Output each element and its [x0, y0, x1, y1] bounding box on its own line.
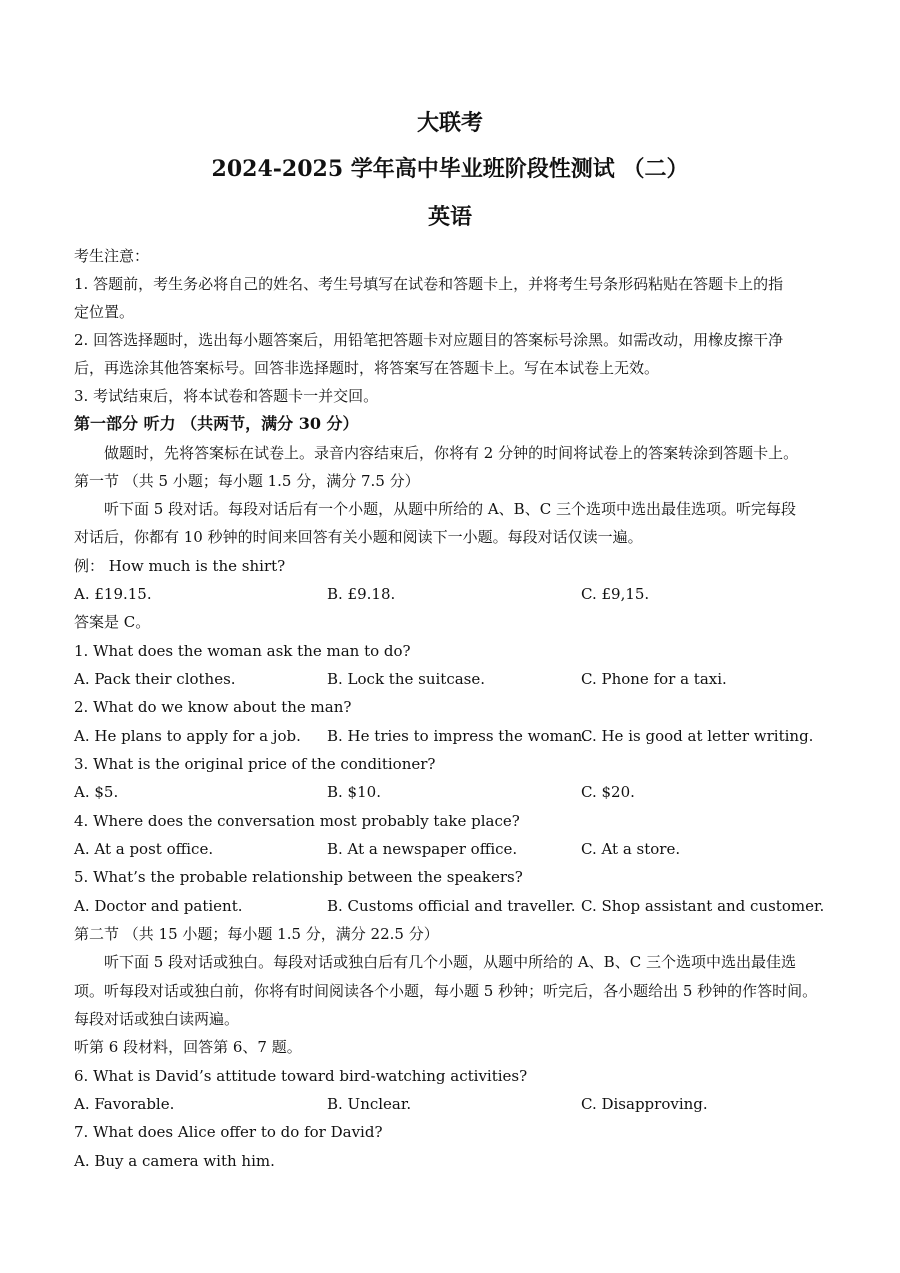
- option-a: A. $5.: [74, 783, 119, 801]
- option-a: A. Pack their clothes.: [74, 670, 236, 688]
- option-a: A. At a post office.: [74, 840, 214, 858]
- part1-heading: 第一部分 听力 （共两节，满分 30 分）: [74, 414, 359, 433]
- question-5: 5. What’s the probable relationship between the speakers?: [74, 868, 523, 886]
- notice-item-2-cont: 后，再选涂其他答案标号。回答非选择题时，将答案写在答题卡上。写在本试卷上无效。: [74, 359, 660, 377]
- section2-instructions-cont2: 每段对话或独白读两遍。: [74, 1010, 240, 1028]
- option-a: A. Favorable.: [74, 1095, 175, 1113]
- option-b: B. He tries to impress the woman.: [327, 727, 588, 745]
- notice-item-1: 1. 答题前，考生务必将自己的姓名、考生号填写在试卷和答题卡上，并将考生号条形码粘贴在答题卡上的指: [74, 275, 784, 293]
- part1-intro: 做题时，先将答案标在试卷上。录音内容结束后，你将有 2 分钟的时间将试卷上的答案转涂到答题卡上。: [104, 444, 799, 462]
- section1-instructions-cont: 对话后，你都有 10 秒钟的时间来回答有关小题和阅读下一小题。每段对话仅读一遍。: [74, 528, 643, 546]
- question-2: 2. What do we know about the man?: [74, 698, 352, 716]
- example-option-a: A. £19.15.: [74, 585, 152, 603]
- option-c: C. He is good at letter writing.: [581, 727, 814, 745]
- option-b: B. Unclear.: [327, 1095, 412, 1113]
- option-a: A. Buy a camera with him.: [74, 1152, 275, 1170]
- option-c: C. $20.: [581, 783, 635, 801]
- notice-item-1-cont: 定位置。: [74, 303, 135, 321]
- material-6-label: 听第 6 段材料，回答第 6、7 题。: [74, 1038, 302, 1056]
- option-a: A. Doctor and patient.: [74, 897, 243, 915]
- subject-title: 英语: [427, 204, 472, 230]
- example-question: 例： How much is the shirt?: [74, 557, 286, 575]
- notice-item-3: 3. 考试结束后，将本试卷和答题卡一并交回。: [74, 387, 379, 405]
- question-7: 7. What does Alice offer to do for David?: [74, 1123, 383, 1141]
- question-3: 3. What is the original price of the conditioner?: [74, 755, 436, 773]
- exam-org: 大联考: [416, 110, 483, 136]
- question-6: 6. What is David’s attitude toward bird-watching activities?: [74, 1067, 528, 1085]
- example-option-b: B. £9.18.: [327, 585, 396, 603]
- option-b: B. $10.: [327, 783, 381, 801]
- exam-title: 2024-2025 学年高中毕业班阶段性测试 （二）: [211, 156, 689, 182]
- notice-title: 考生注意：: [74, 247, 150, 265]
- section2-heading: 第二节 （共 15 小题；每小题 1.5 分，满分 22.5 分）: [74, 925, 439, 943]
- example-answer: 答案是 C。: [74, 613, 151, 631]
- option-a: A. He plans to apply for a job.: [74, 727, 301, 745]
- section1-heading: 第一节 （共 5 小题；每小题 1.5 分，满分 7.5 分）: [74, 472, 420, 490]
- question-1: 1. What does the woman ask the man to do?: [74, 642, 411, 660]
- section1-instructions: 听下面 5 段对话。每段对话后有一个小题，从题中所给的 A、B、C 三个选项中选出最佳选项。听完每段: [104, 500, 796, 518]
- section2-instructions-cont: 项。听每段对话或独白前，你将有时间阅读各个小题，每小题 5 秒钟；听完后，各小题给出 5 秒钟的作答时间。: [74, 982, 818, 1000]
- example-option-c: C. £9,15.: [581, 585, 650, 603]
- section2-instructions: 听下面 5 段对话或独白。每段对话或独白后有几个小题，从题中所给的 A、B、C 三个选项中选出最佳选: [104, 953, 796, 971]
- option-b: B. Lock the suitcase.: [327, 670, 486, 688]
- option-c: C. Disapproving.: [581, 1095, 708, 1113]
- option-c: C. Phone for a taxi.: [581, 670, 727, 688]
- option-b: B. At a newspaper office.: [327, 840, 518, 858]
- option-c: C. Shop assistant and customer.: [581, 897, 825, 915]
- question-4: 4. Where does the conversation most probably take place?: [74, 812, 520, 830]
- option-b: B. Customs official and traveller.: [327, 897, 576, 915]
- notice-item-2: 2. 回答选择题时，选出每小题答案后，用铅笔把答题卡对应题目的答案标号涂黑。如需改动，用橡皮擦干净: [74, 331, 784, 349]
- option-c: C. At a store.: [581, 840, 681, 858]
